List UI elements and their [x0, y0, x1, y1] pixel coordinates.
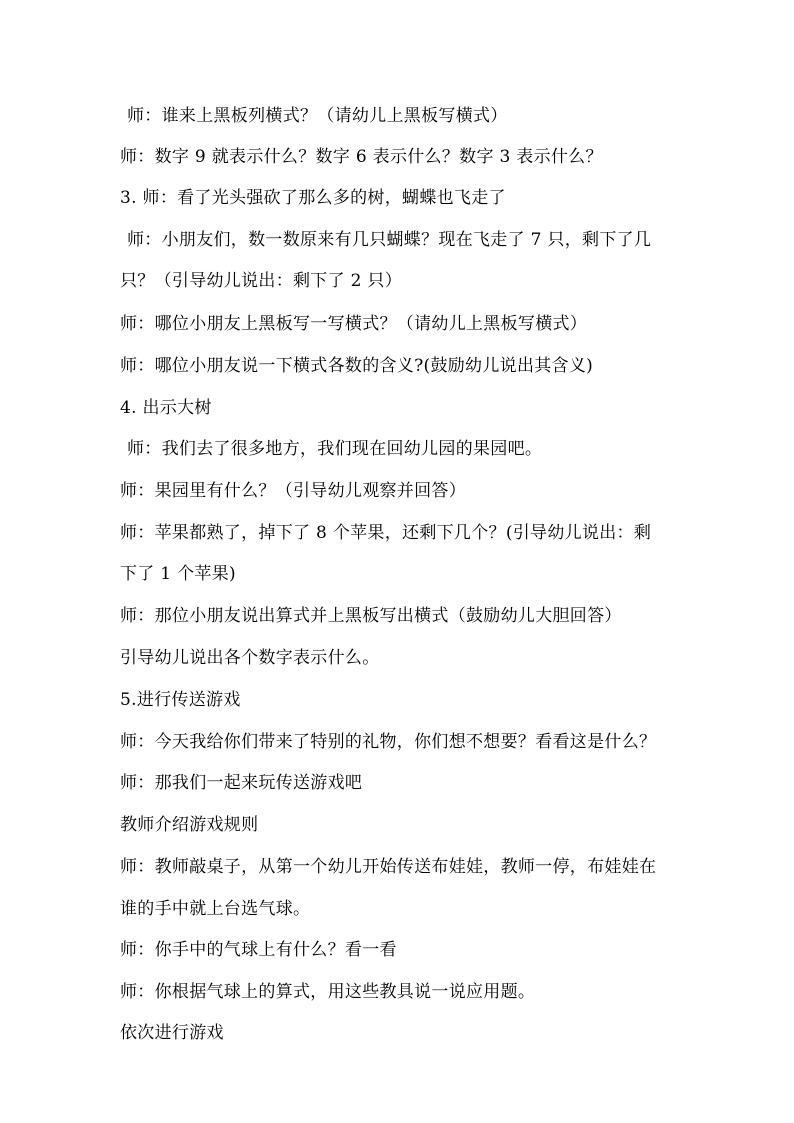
text-line: 师：我们去了很多地方，我们现在回幼儿园的果园吧。 [127, 439, 543, 459]
text-line: 3. 师：看了光头强砍了那么多的树，蝴蝶也飞走了 [120, 188, 506, 208]
text-line: 师：果园里有什么？（引导幼儿观察并回答） [120, 481, 466, 501]
text-line: 谁的手中就上台选气球。 [120, 899, 311, 919]
text-line: 师：数字 9 就表示什么？数字 6 表示什么？数字 3 表示什么？ [120, 147, 603, 167]
text-line: 师：小朋友们，数一数原来有几只蝴蝶？现在飞走了 7 只，剩下了几 [127, 230, 652, 250]
text-line: 只？（引导幼儿说出：剩下了 2 只） [120, 271, 403, 291]
text-line: 师：哪位小朋友说一下横式各数的含义?(鼓励幼儿说出其含义) [120, 356, 594, 376]
text-line: 师：那我们一起来玩传送游戏吧 [120, 773, 363, 793]
text-line: 师：教师敲桌子，从第一个幼儿开始传送布娃娃，教师一停，布娃娃在 [120, 857, 657, 877]
text-line: 师：今天我给你们带来了特别的礼物，你们想不想要？看看这是什么？ [120, 732, 657, 752]
text-line: 下了 1 个苹果) [120, 564, 236, 584]
section-heading: 4. 出示大树 [120, 398, 212, 418]
text-line: 师：苹果都熟了，掉下了 8 个苹果，还剩下几个？(引导幼儿说出：剩 [120, 523, 652, 543]
text-line: 师：谁来上黑板列横式？（请幼儿上黑板写横式） [127, 106, 508, 126]
text-line: 师：你手中的气球上有什么？看一看 [120, 940, 397, 960]
text-line: 引导幼儿说出各个数字表示什么。 [120, 648, 380, 668]
text-line: 师：哪位小朋友上黑板写一写横式？（请幼儿上黑板写横式） [120, 314, 588, 334]
section-heading: 5.进行传送游戏 [120, 690, 241, 710]
text-line: 依次进行游戏 [120, 1023, 224, 1043]
text-line: 师：那位小朋友说出算式并上黑板写出横式（鼓励幼儿大胆回答） [120, 606, 622, 626]
text-line: 师：你根据气球上的算式，用这些教具说一说应用题。 [120, 982, 536, 1002]
text-line: 教师介绍游戏规则 [120, 815, 259, 835]
